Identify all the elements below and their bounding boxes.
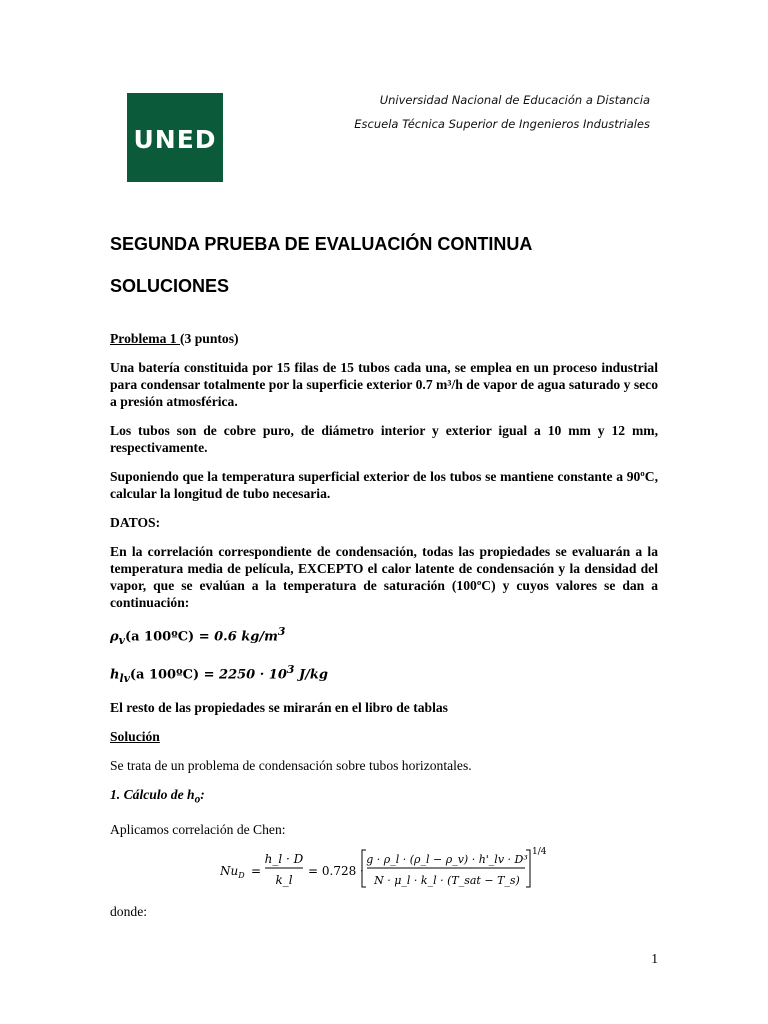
svg-text:h_l · D: h_l · D (264, 852, 304, 866)
page-title: SEGUNDA PRUEBA DE EVALUACIÓN CONTINUA (110, 234, 533, 254)
school-name: Escuela Técnica Superior de Ingenieros Industriales (354, 117, 650, 131)
donde-text: donde: (110, 904, 147, 919)
svg-text:= 0.728 ·: = 0.728 · (308, 864, 364, 878)
step-1-heading: 1. Cálculo de $h_o$: (110, 786, 205, 806)
tables-note: El resto de las propiedades se mirarán en el libro de tablas (110, 699, 448, 715)
svg-text:k_l: k_l (275, 873, 293, 887)
solution-intro: Se trata de un problema de condensación sobre tubos horizontales. (110, 757, 472, 773)
problem-heading (110, 330, 658, 347)
document-body (110, 330, 658, 850)
svg-text:=: = (251, 864, 262, 878)
chen-correlation-text: Aplicamos correlación de Chen: (110, 821, 286, 837)
equation-vapor-density: $\rho_v(a$ 100ºC) = 0.6 $kg/m^3$ (110, 625, 286, 647)
donde-block (110, 903, 658, 932)
chen-correlation-formula (220, 845, 560, 893)
problem-title: Problema 1 (110, 331, 180, 346)
page-subtitle: SOLUCIONES (110, 276, 230, 296)
page-number: 1 (651, 951, 658, 966)
svg-text:NuD: $Nu_D$ (220, 864, 245, 880)
problem-paragraph-1: Una batería constituida por 15 filas de 15 tubos cada una, se emplea en un proceso industrial para condensar totalmente por la superficie exterior 0.7 m³/h de vapor de agua saturado y seco a presión atmosférica. (110, 360, 658, 409)
svg-text:1/4: 1/4 (532, 847, 547, 857)
problem-paragraph-3: Suponiendo que la temperatura superficial exterior de los tubos se mantiene constante a 90ºC, calcular la longitud de tubo necesaria. (110, 469, 658, 501)
datos-text: En la correlación correspondiente de condensación, todas las propiedades se evaluarán a la temperatura media de película, EXCEPTO el calor latente de condensación y la densidad del vapor, que se evalúan a la temperatura de saturación (100ºC) y cuyos valores se dan a continuación: (110, 544, 658, 610)
svg-text:N · μ_l · k_l · (T_sat − T_s): N · μ_l · k_l · (T_sat − T_s) (374, 874, 520, 887)
university-name: Universidad Nacional de Educación a Distancia (379, 93, 650, 107)
solution-heading: Solución (110, 728, 160, 744)
svg-text:g · ρ_l · (ρ_l − ρ_v) · h'_lv: g · ρ_l · (ρ_l − ρ_v) · h'_lv · D³ (366, 853, 528, 866)
uned-logo (127, 93, 223, 182)
problem-paragraph-2: Los tubos son de cobre puro, de diámetro interior y exterior igual a 10 mm y 12 mm, respectivamente. (110, 423, 658, 455)
equation-latent-heat: $h_{lv}(a$ 100ºC) = $2250 \cdot 10^3$ J/kg (110, 662, 328, 685)
logo-text: UNED (133, 125, 217, 154)
datos-heading: DATOS: (110, 515, 161, 530)
problem-points: (3 puntos) (179, 331, 239, 346)
